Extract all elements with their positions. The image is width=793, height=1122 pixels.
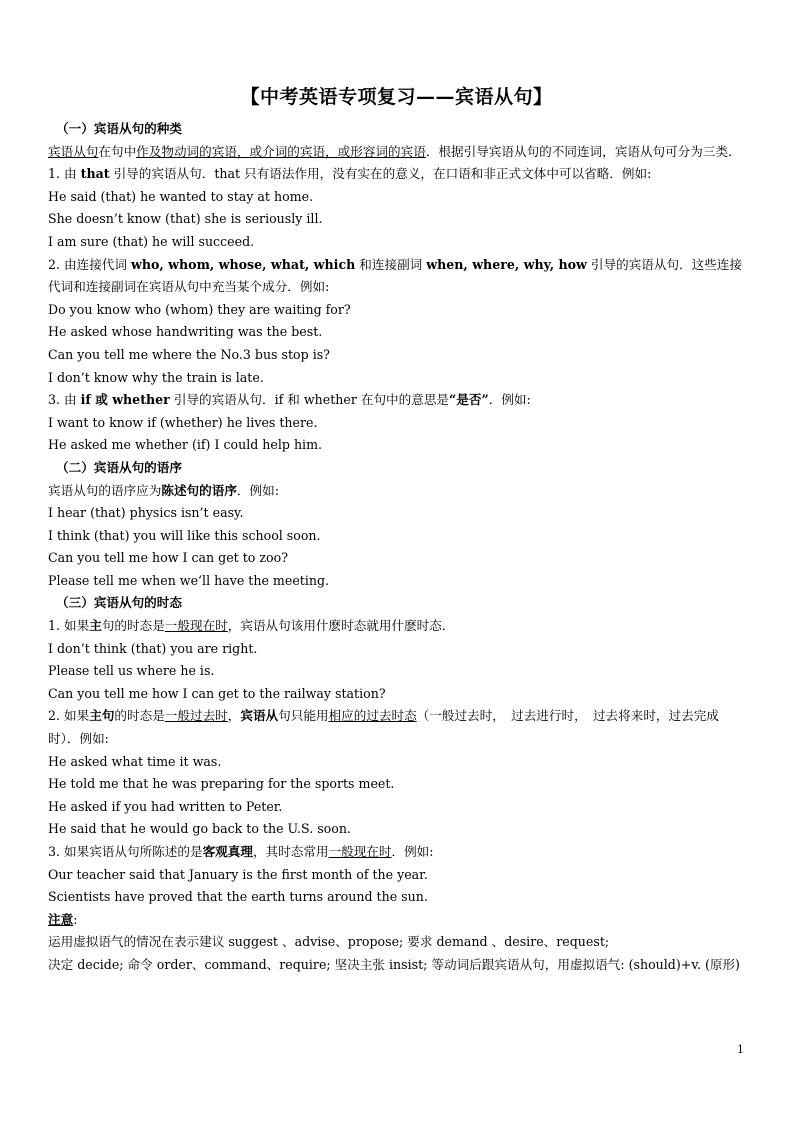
text-span: ，宾语从句该用什麽时态就用什麽时态． [227, 618, 455, 634]
text-span: ， [227, 708, 241, 724]
paragraph-word-order [48, 480, 748, 503]
example-sentence: She doesn’t know (that) she is seriously ill. [48, 211, 323, 227]
example-sentence: I want to know if (whether) he lives there. [48, 414, 318, 430]
example-sentence: I don’t know why the train is late. [48, 369, 264, 385]
text-span: 1. 由 [48, 166, 81, 182]
text-span: 句的时态是 [101, 618, 165, 634]
text-span: 宾语从句 [48, 143, 99, 159]
example-sentence: Can you tell me how I can get to the railway station? [48, 685, 386, 701]
text-span: ．例如: [488, 392, 531, 408]
text-span: : [73, 911, 78, 927]
text-span: 的时态是 [114, 708, 165, 724]
text-span: 在句中 [98, 143, 137, 159]
example-sentence: Can you tell me how I can get to zoo? [48, 550, 288, 566]
example-sentence: Can you tell me where the No.3 bus stop is? [48, 346, 330, 362]
page-number: 1 [737, 1043, 744, 1056]
paragraph-present-tense [48, 615, 748, 638]
text-span: 2. 由连接代词 [48, 256, 131, 272]
text-span: 1. 如果 [48, 618, 90, 634]
section-heading-1: （一）宾语从句的种类 [56, 121, 182, 136]
text-span: 陈述句的语序 [161, 482, 237, 498]
text-span: 一般过去时 [164, 708, 228, 724]
text-span: （一般过去时， 过去进行时， 过去将来时，过去完成时）．例如: [48, 708, 719, 747]
text-span: ．例如: [236, 482, 279, 498]
text-span: 3. 如果宾语从句所陈述的是 [48, 844, 203, 859]
paragraph-connectives [48, 254, 748, 299]
text-span: 作及物动词的宾语，或介词的宾语，或形容词的宾语 [136, 143, 426, 159]
text-span: when, where, why, how [426, 256, 587, 272]
section-heading-2: （二）宾语从句的语序 [56, 459, 182, 475]
document-title: 【中考英语专项复习——宾语从句】 [240, 86, 553, 108]
example-sentence: He asked me whether (if) I could help him. [48, 437, 323, 453]
text-span: 一般现在时 [328, 844, 392, 859]
text-span: 引导的宾语从句．if 和 whether 在句中的意思是 [169, 392, 450, 408]
text-span: 3. 由 [48, 392, 81, 408]
example-sentence: He told me that he was preparing for the sports meet. [48, 776, 395, 792]
example-sentence: Do you know who (whom) they are waiting for? [48, 301, 351, 317]
text-span: 相应的过去时态 [328, 708, 417, 724]
text-span: 主 [89, 618, 102, 634]
text-span: ，其时态常用 [252, 844, 329, 859]
text-span: “是否” [449, 392, 489, 408]
document-body [48, 118, 748, 977]
text-span: 宾语从 [240, 708, 279, 724]
note-heading [48, 909, 748, 932]
example-sentence: Please tell me when we’ll have the meeting. [48, 572, 330, 588]
paragraph-if-whether [48, 389, 748, 412]
example-sentence: Please tell us where he is. [48, 663, 215, 679]
text-span: 引导的宾语从句．that 只有语法作用，没有实在的意义，在口语和非正式文体中可以省略．例如: [109, 166, 652, 182]
text-span: if 或 whether [80, 392, 170, 408]
note-line: 决定 decide; 命令 order、command、require; 坚决主张 insist; 等动词后跟宾语从句，用虚拟语气: (should)+v. (原形) [48, 956, 740, 972]
text-span: 引导的宾语从句．这些连接代词和连接副词在宾语从句中充当某个成分．例如: [48, 256, 743, 295]
paragraph-intro [48, 141, 748, 164]
text-span: who, whom, whose, what, which [131, 256, 356, 272]
example-sentence: Our teacher said that January is the first month of the year. [48, 866, 428, 882]
note-label: 注意 [48, 911, 74, 927]
example-sentence: I am sure (that) he will succeed. [48, 233, 255, 249]
text-span: 2. 如果 [48, 708, 90, 724]
example-sentence: I hear (that) physics isn’t easy. [48, 505, 244, 521]
note-line: 运用虚拟语气的情况在表示建议 suggest 、advise、propose; 要求 demand 、desire、request; [48, 934, 610, 950]
text-span: 和连接副词 [355, 256, 427, 272]
text-span: ．根据引导宾语从句的不同连词，宾语从句可分为三类． [425, 143, 741, 159]
text-span: ．例如: [391, 844, 434, 859]
text-span: 宾语从句的语序应为 [48, 482, 162, 498]
text-span: 主句 [89, 708, 115, 724]
section-heading-3: （三）宾语从句的时态 [56, 595, 182, 611]
example-sentence: He asked whose handwriting was the best. [48, 324, 323, 340]
example-sentence: I think (that) you will like this school soon. [48, 527, 321, 543]
example-sentence: He asked if you had written to Peter. [48, 798, 283, 814]
example-sentence: He said that he would go back to the U.S. soon. [48, 821, 351, 837]
text-span: that [80, 166, 110, 182]
example-sentence: Scientists have proved that the earth turns around the sun. [48, 889, 428, 905]
example-sentence: He said (that) he wanted to stay at home. [48, 188, 314, 204]
paragraph-past-tense [48, 705, 748, 750]
example-sentence: He asked what time it was. [48, 753, 222, 769]
example-sentence: I don’t think (that) you are right. [48, 640, 258, 656]
paragraph-objective-truth [48, 841, 748, 864]
text-span: 句只能用 [278, 708, 329, 724]
text-span: 一般现在时 [164, 618, 228, 634]
text-span: 客观真理 [202, 844, 253, 859]
paragraph-that [48, 163, 748, 186]
